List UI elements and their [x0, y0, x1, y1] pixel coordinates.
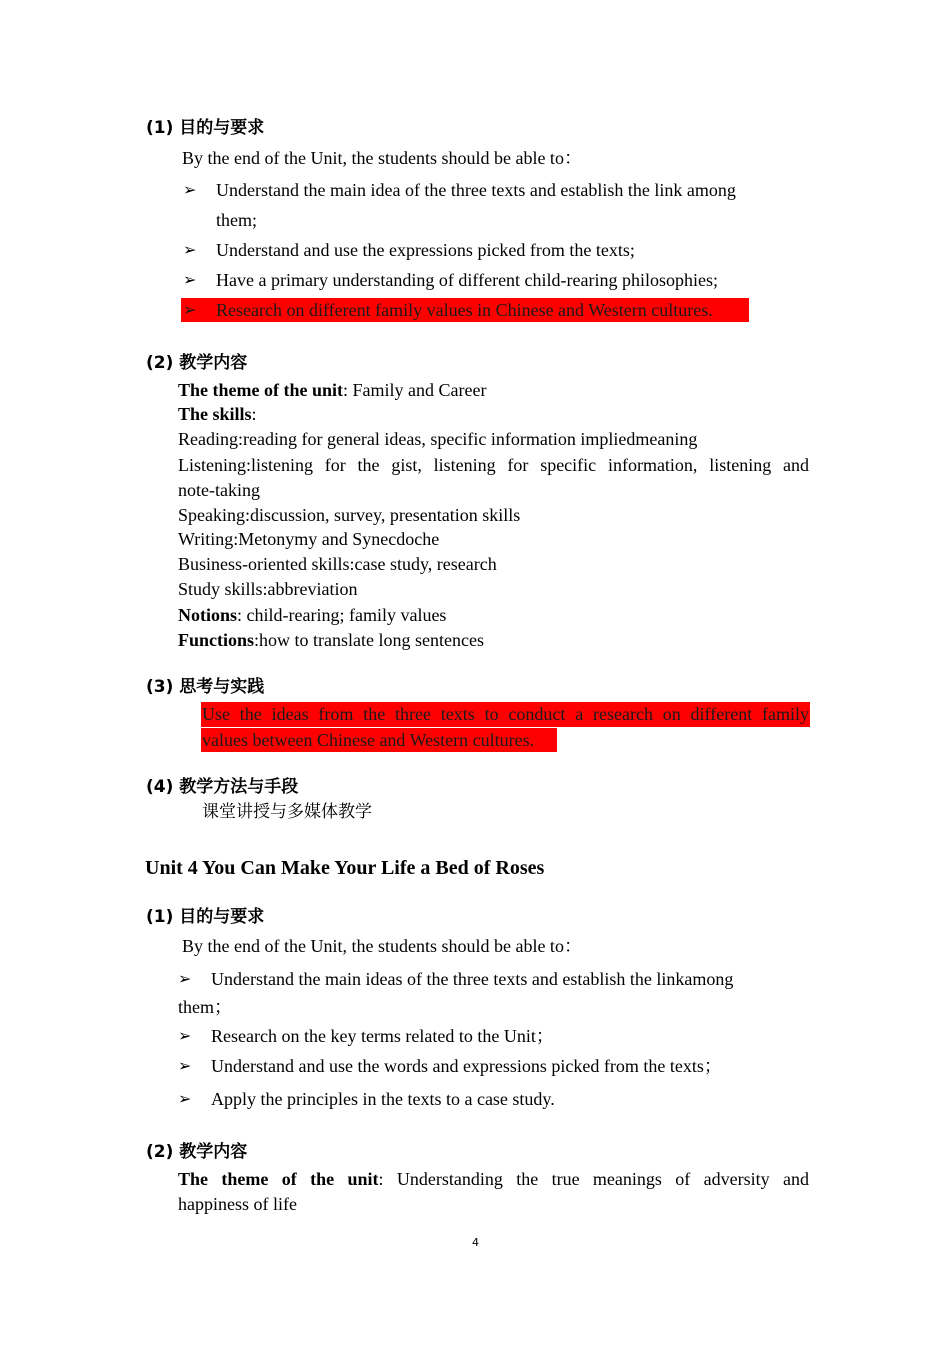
unit4-item-1: Understand the main ideas of the three texts and establish the linkamong [211, 969, 734, 989]
section1-item-1: Understand the main idea of the three texts and establish the link among [216, 180, 736, 200]
unit4-section1-intro: By the end of the Unit, the students should be able to： [182, 936, 582, 956]
section1-item-1-cont: them; [216, 210, 257, 230]
bullet-arrow-icon: ➢ [183, 300, 197, 319]
unit4-theme-line2: happiness of life [178, 1194, 297, 1214]
bullet-arrow-icon: ➢ [183, 240, 197, 259]
unit4-item-4: Apply the principles in the texts to a case study. [211, 1089, 555, 1109]
reading-skill: Reading:reading for general ideas, specific information impliedmeaning [178, 429, 698, 449]
section1-intro: By the end of the Unit, the students should be able to： [182, 148, 582, 168]
notions-line [178, 604, 446, 626]
theme-label: The theme of the unit [178, 380, 343, 400]
bullet-arrow-icon: ➢ [183, 180, 197, 199]
bullet-arrow-icon: ➢ [178, 1056, 192, 1075]
bullet-arrow-icon: ➢ [178, 1026, 192, 1045]
section1-item-3: Have a primary understanding of different child-rearing philosophies; [216, 270, 719, 290]
notions-value: : child-rearing; family values [237, 605, 447, 625]
unit4-theme-label: The theme of the unit [178, 1169, 379, 1189]
functions-line [178, 629, 484, 651]
section3-line2-highlighted: values between Chinese and Western cultures. [202, 730, 535, 750]
speaking-skill: Speaking:discussion, survey, presentation skills [178, 505, 521, 525]
section2-heading: (2) 教学内容 [146, 353, 248, 373]
section4-body: 课堂讲授与多媒体教学 [202, 802, 372, 822]
unit4-theme-value: : Understanding the true meanings of adversity and [378, 1169, 809, 1189]
skills-colon: : [251, 404, 257, 424]
skills-label: The skills [178, 404, 252, 424]
listening-skill-line1: Listening:listening for the gist, listening for specific information, listening and [178, 455, 809, 475]
bullet-arrow-icon: ➢ [178, 969, 192, 988]
unit4-item-3: Understand and use the words and expressions picked from the texts； [211, 1056, 722, 1076]
unit4-theme-line1 [178, 1168, 809, 1190]
skills-line [178, 403, 257, 425]
section1-heading: (1) 目的与要求 [146, 118, 265, 138]
study-skill: Study skills:abbreviation [178, 579, 358, 599]
theme-line [178, 379, 486, 401]
business-skill: Business-oriented skills:case study, research [178, 554, 497, 574]
unit4-section2-heading: (2) 教学内容 [146, 1142, 248, 1162]
section1-item-2: Understand and use the expressions picked from the texts; [216, 240, 635, 260]
writing-skill: Writing:Metonymy and Synecdoche [178, 529, 440, 549]
section3-heading: (3) 思考与实践 [146, 677, 265, 697]
bullet-arrow-icon: ➢ [178, 1089, 192, 1108]
listening-skill-line2: note-taking [178, 480, 260, 500]
theme-value: : Family and Career [343, 380, 487, 400]
functions-value: :how to translate long sentences [254, 630, 484, 650]
unit4-item-2: Research on the key terms related to the Unit； [211, 1026, 554, 1046]
section1-item-4-highlighted: Research on different family values in Chinese and Western cultures. [216, 300, 713, 320]
section3-line1-highlighted: Use the ideas from the three texts to conduct a research on different family [202, 704, 809, 724]
bullet-arrow-icon: ➢ [183, 270, 197, 289]
page-number: 4 [472, 1236, 479, 1249]
unit4-section1-heading: (1) 目的与要求 [146, 907, 265, 927]
unit4-title: Unit 4 You Can Make Your Life a Bed of Roses [145, 857, 545, 879]
section4-heading: (4) 教学方法与手段 [146, 777, 299, 797]
notions-label: Notions [178, 605, 238, 625]
unit4-item-1-cont: them； [178, 997, 232, 1017]
functions-label: Functions [178, 630, 255, 650]
